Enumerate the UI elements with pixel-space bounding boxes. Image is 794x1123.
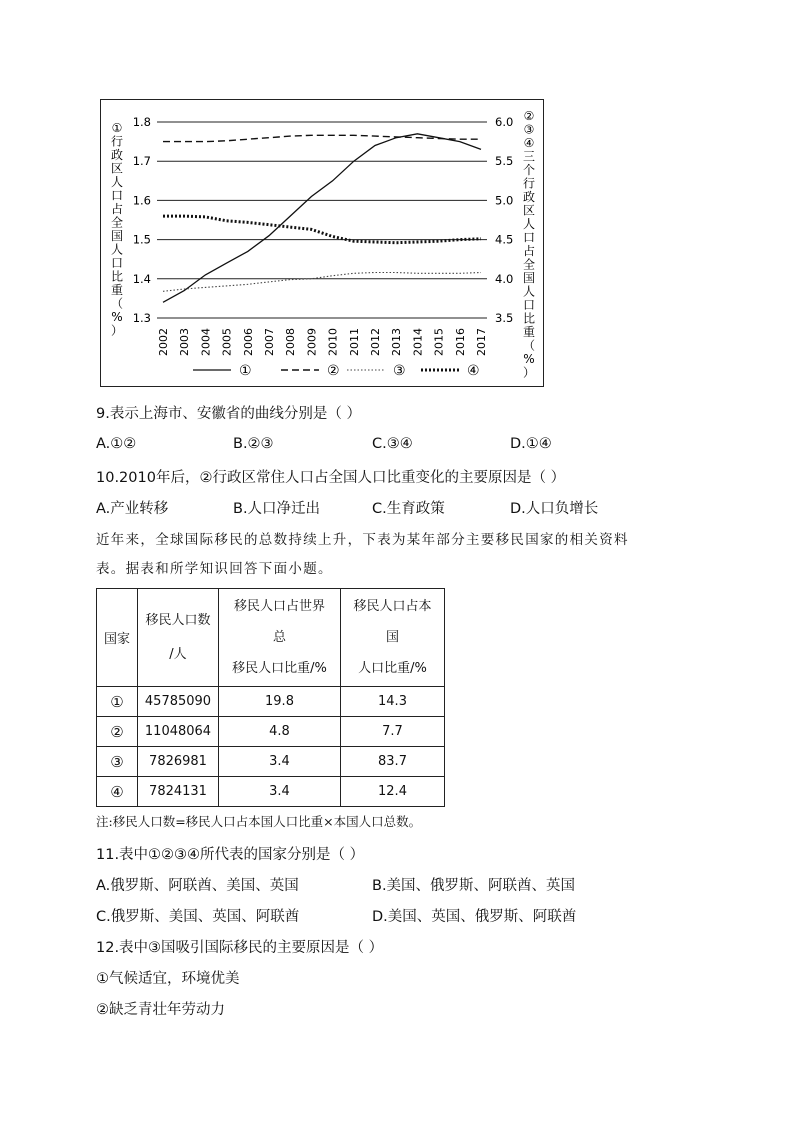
x-tick-label: 2014 [411, 328, 425, 356]
right-axis-title-char: 口 [522, 230, 536, 245]
right-axis-title-char: 个 [522, 163, 536, 177]
x-tick-label: 2015 [432, 328, 446, 356]
population-share-chart [100, 99, 544, 387]
table-header-row [97, 589, 445, 687]
x-tick-label: 2006 [241, 328, 255, 356]
right-tick-label: 3.5 [495, 311, 514, 325]
left-axis-title-char: 重 [110, 283, 124, 297]
right-axis-title-char: 行 [522, 176, 536, 191]
cell-migrant-count: 11048064 [138, 717, 219, 747]
line-chart [101, 100, 545, 388]
x-tick-label: 2011 [347, 327, 361, 356]
left-axis-title-char: 口 [110, 256, 124, 270]
right-axis-title-char: ② [523, 109, 535, 123]
x-tick-label: 2005 [220, 328, 234, 356]
header-migrant-count [138, 589, 219, 687]
header-world-share-l1: 移民人口占世界 [233, 599, 325, 614]
right-tick-label: 5.0 [495, 193, 514, 208]
right-axis-title-char: 国 [522, 271, 536, 285]
q11-option-a[interactable]: A.俄罗斯、阿联酋、美国、英国 [96, 878, 299, 894]
left-axis-title-char: ① [111, 121, 123, 135]
right-axis-title-char: 三 [522, 149, 536, 164]
right-axis-title-char: 比 [522, 311, 536, 326]
left-tick-label: 1.5 [132, 232, 151, 247]
x-tick-label: 2010 [326, 328, 340, 356]
left-axis-title-char: % [111, 310, 123, 324]
table-row [97, 747, 445, 777]
header-own-share-l2: 国 [385, 630, 399, 645]
q10-option-a[interactable]: A.产业转移 [96, 501, 169, 517]
table-row [97, 777, 445, 807]
series-line-solid [163, 134, 481, 302]
left-tick-label: 1.3 [132, 311, 151, 325]
left-tick-label: 1.4 [132, 271, 151, 286]
right-axis-title-char: ③ [523, 122, 535, 137]
cell-migrant-count: 45785090 [138, 687, 219, 717]
q12-statement-1: ①气候适宜，环境优美 [96, 971, 240, 987]
cell-own-share: 7.7 [341, 717, 445, 747]
table-row [97, 687, 445, 717]
q10-option-b[interactable]: B.人口净迁出 [233, 501, 321, 517]
right-axis-title-char: 人 [522, 217, 536, 231]
table-note: 注:移民人口数=移民人口占本国人口比重×本国人口总数。 [96, 814, 422, 829]
right-axis-title-char: ） [522, 365, 536, 380]
left-axis-title-char: 占 [110, 202, 124, 216]
cell-migrant-count: 7824131 [138, 777, 219, 807]
x-tick-label: 2016 [453, 328, 467, 356]
right-tick-label: 4.5 [495, 232, 514, 247]
left-axis-title-char: 政 [110, 148, 124, 162]
right-tick-label: 4.0 [495, 271, 514, 286]
legend-label: ② [327, 363, 340, 379]
cell-own-share: 83.7 [341, 747, 445, 777]
x-tick-label: 2009 [305, 328, 319, 356]
left-tick-label: 1.8 [132, 115, 151, 129]
right-axis-title-char: 重 [522, 325, 536, 339]
question-10: 10.2010年后，②行政区常住人口占全国人口比重变化的主要原因是（ ） [96, 470, 566, 486]
right-axis-title-char: 人 [522, 284, 536, 299]
left-axis-title-char: 人 [110, 175, 124, 189]
table-row [97, 717, 445, 747]
x-tick-label: 2004 [199, 328, 213, 356]
header-own-share [341, 589, 445, 687]
header-world-share [219, 589, 341, 687]
cell-migrant-count: 7826981 [138, 747, 219, 777]
question-11: 11.表中①②③④所代表的国家分别是（ ） [96, 847, 365, 863]
cell-country: ③ [97, 747, 138, 777]
series-line-dotted [163, 273, 481, 292]
cell-world-share: 4.8 [219, 717, 341, 747]
right-axis-title-char: 全 [522, 257, 536, 272]
legend-label: ④ [467, 363, 480, 379]
q11-option-d[interactable]: D.美国、英国、俄罗斯、阿联酋 [372, 909, 577, 925]
right-axis-title-char: 政 [522, 190, 536, 204]
cell-country: ④ [97, 777, 138, 807]
right-axis-title-char: 占 [522, 244, 536, 258]
q10-option-d[interactable]: D.人口负增长 [510, 501, 599, 517]
left-axis-title-char: ） [110, 323, 124, 338]
header-world-share-l2: 总 [272, 630, 286, 645]
left-axis-title-char: 口 [110, 188, 124, 203]
right-tick-label: 5.5 [495, 154, 514, 169]
cell-world-share: 19.8 [219, 687, 341, 717]
header-migrant-count-l1: 移民人口数 [145, 612, 211, 628]
cell-country: ① [97, 687, 138, 717]
legend-label: ① [239, 363, 252, 379]
x-tick-label: 2013 [390, 328, 404, 356]
header-country: 国家 [97, 589, 138, 687]
right-axis-title-char: ④ [523, 136, 535, 150]
x-tick-label: 2002 [157, 328, 170, 356]
right-axis-title-char: （ [522, 338, 536, 353]
right-axis-title-char: 区 [522, 203, 536, 218]
q9-option-c[interactable]: C.③④ [372, 436, 413, 452]
right-axis-title-char: % [523, 352, 535, 366]
q12-statement-2: ②缺乏青壮年劳动力 [96, 1002, 225, 1018]
cell-country: ② [97, 717, 138, 747]
x-tick-label: 2008 [284, 328, 298, 356]
q11-option-b[interactable]: B.美国、俄罗斯、阿联酋、英国 [372, 878, 576, 894]
header-world-share-l3: 移民人口比重/% [232, 661, 327, 676]
left-axis-title-char: 全 [110, 215, 124, 230]
legend-label: ③ [393, 363, 406, 379]
left-axis-title-char: （ [110, 296, 124, 311]
cell-own-share: 14.3 [341, 687, 445, 717]
left-axis-title-char: 区 [110, 161, 124, 176]
migration-table [96, 588, 445, 807]
left-axis-title-char: 比 [110, 269, 124, 284]
q11-option-c[interactable]: C.俄罗斯、美国、英国、阿联酋 [96, 909, 300, 925]
header-own-share-l3: 人口比重/% [358, 661, 427, 676]
left-axis-title-char: 行 [110, 134, 124, 149]
question-12: 12.表中③国吸引国际移民的主要原因是（ ） [96, 940, 384, 956]
x-tick-label: 2017 [475, 328, 488, 356]
left-axis-title-char: 国 [110, 229, 124, 243]
q9-option-d[interactable]: D.①④ [510, 436, 552, 452]
right-axis-title-char: 口 [522, 298, 536, 312]
header-own-share-l1: 移民人口占本 [353, 599, 432, 614]
q10-option-c[interactable]: C.生育政策 [372, 501, 445, 517]
series-line-heavy-dotted [163, 216, 481, 243]
x-tick-label: 2012 [369, 328, 382, 356]
question-9: 9.表示上海市、安徽省的曲线分别是（ ） [96, 406, 361, 422]
intro-line-1: 近年来，全球国际移民的总数持续上升，下表为某年部分主要移民国家的相关资料 [96, 532, 629, 548]
left-tick-label: 1.6 [132, 193, 151, 208]
intro-line-2: 表。据表和所学知识回答下面小题。 [96, 561, 333, 577]
left-axis-title-char: 人 [110, 242, 124, 257]
left-tick-label: 1.7 [132, 154, 151, 169]
cell-world-share: 3.4 [219, 777, 341, 807]
header-migrant-count-l2: /人 [169, 646, 187, 662]
x-tick-label: 2007 [263, 328, 276, 356]
q9-option-a[interactable]: A.①② [96, 436, 137, 452]
cell-own-share: 12.4 [341, 777, 445, 807]
x-tick-label: 2003 [178, 328, 192, 356]
cell-world-share: 3.4 [219, 747, 341, 777]
right-tick-label: 6.0 [495, 115, 514, 129]
q9-option-b[interactable]: B.②③ [233, 436, 274, 452]
